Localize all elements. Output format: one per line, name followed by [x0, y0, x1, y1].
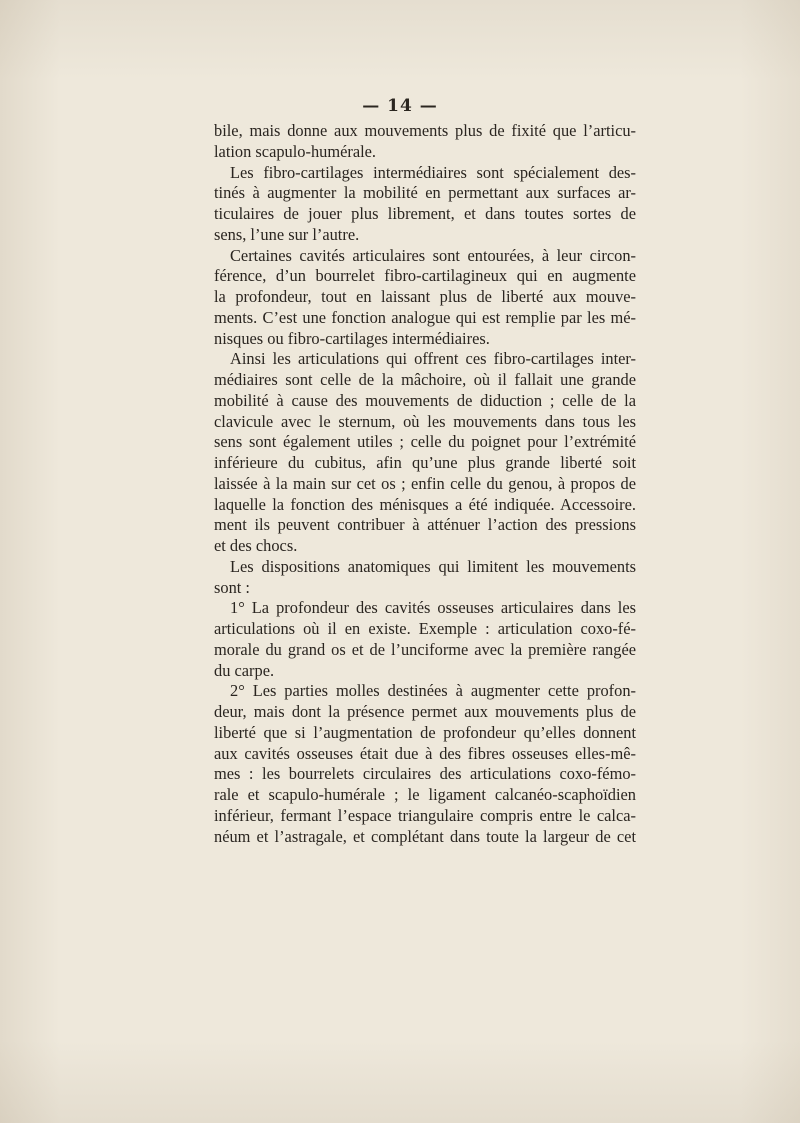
- text-line: inférieur, fermant l’espace triangulaire compris entre le calca-: [214, 805, 636, 825]
- text-line: laissée à la main sur cet os ; enfin celle du genou, à propos de: [214, 473, 636, 493]
- text-line: deur, mais dont la présence permet aux mouvements plus de: [214, 702, 636, 721]
- text-line: inférieure du cubitus, afin qu’une plus grande liberté soit: [214, 453, 636, 472]
- text-line: mobilité à cause des mouvements de diduction ; celle de la: [214, 390, 636, 410]
- text-line: 2° Les parties molles destinées à augmenter cette profon-: [230, 681, 636, 701]
- text-line: clavicule avec le sternum, où les mouvements dans tous les: [214, 411, 636, 431]
- text-line: nisques ou fibro-cartilages intermédiaires.: [214, 328, 490, 348]
- text-line: Certaines cavités articulaires sont entourées, à leur circon-: [230, 245, 636, 265]
- text-line: ticulaires de jouer plus librement, et dans toutes sortes de: [214, 204, 636, 223]
- text-line: la profondeur, tout en laissant plus de liberté aux mouve-: [214, 287, 636, 306]
- text-line: morale du grand os et de l’unciforme avec la première rangée: [214, 639, 636, 659]
- text-line: Les dispositions anatomiques qui limitent les mouvements: [230, 556, 636, 576]
- text-line: sens, l’une sur l’autre.: [214, 224, 360, 244]
- text-line: liberté que si l’augmentation de profondeur qu’elles donnent: [214, 722, 636, 742]
- text-line: aux cavités osseuses était due à des fibres osseuses elles-mê-: [214, 743, 636, 763]
- text-line: Les fibro-cartilages intermédiaires sont spécialement des-: [230, 162, 636, 182]
- text-line: mes : les bourrelets circulaires des articulations coxo-fémo-: [214, 764, 636, 784]
- text-line: néum et l’astragale, et complétant dans toute la largeur de cet: [214, 826, 636, 846]
- text-line: 1° La profondeur des cavités osseuses articulaires dans les: [230, 598, 636, 618]
- text-line: Ainsi les articulations qui offrent ces fibro-cartilages inter-: [230, 349, 636, 369]
- text-line: férence, d’un bourrelet fibro-cartilagineux qui en augmente: [214, 266, 636, 286]
- text-line: laquelle la fonction des ménisques a été indiquée. Accessoire.: [214, 494, 636, 514]
- text-line: sont :: [214, 577, 250, 597]
- text-line: lation scapulo-humérale.: [214, 141, 377, 161]
- text-line: articulations où il en existe. Exemple : articulation coxo-fé-: [214, 619, 636, 638]
- page-number: — 14 —: [362, 96, 438, 116]
- body-text: [214, 121, 636, 847]
- text-line: médiaires sont celle de la mâchoire, où il fallait une grande: [214, 370, 636, 389]
- text-line: rale et scapulo-humérale ; le ligament calcanéo-scaphoïdien: [214, 785, 636, 804]
- text-line: tinés à augmenter la mobilité en permettant aux surfaces ar-: [214, 183, 636, 203]
- text-line: et des chocs.: [214, 536, 298, 555]
- text-line: du carpe.: [214, 660, 275, 680]
- text-line: ments. C’est une fonction analogue qui est remplie par les mé-: [214, 307, 636, 327]
- text-line: ment ils peuvent contribuer à atténuer l’action des pressions: [214, 515, 636, 535]
- text-line: bile, mais donne aux mouvements plus de fixité que l’articu-: [214, 121, 636, 140]
- text-line: sens sont également utiles ; celle du poignet pour l’extrémité: [214, 432, 636, 452]
